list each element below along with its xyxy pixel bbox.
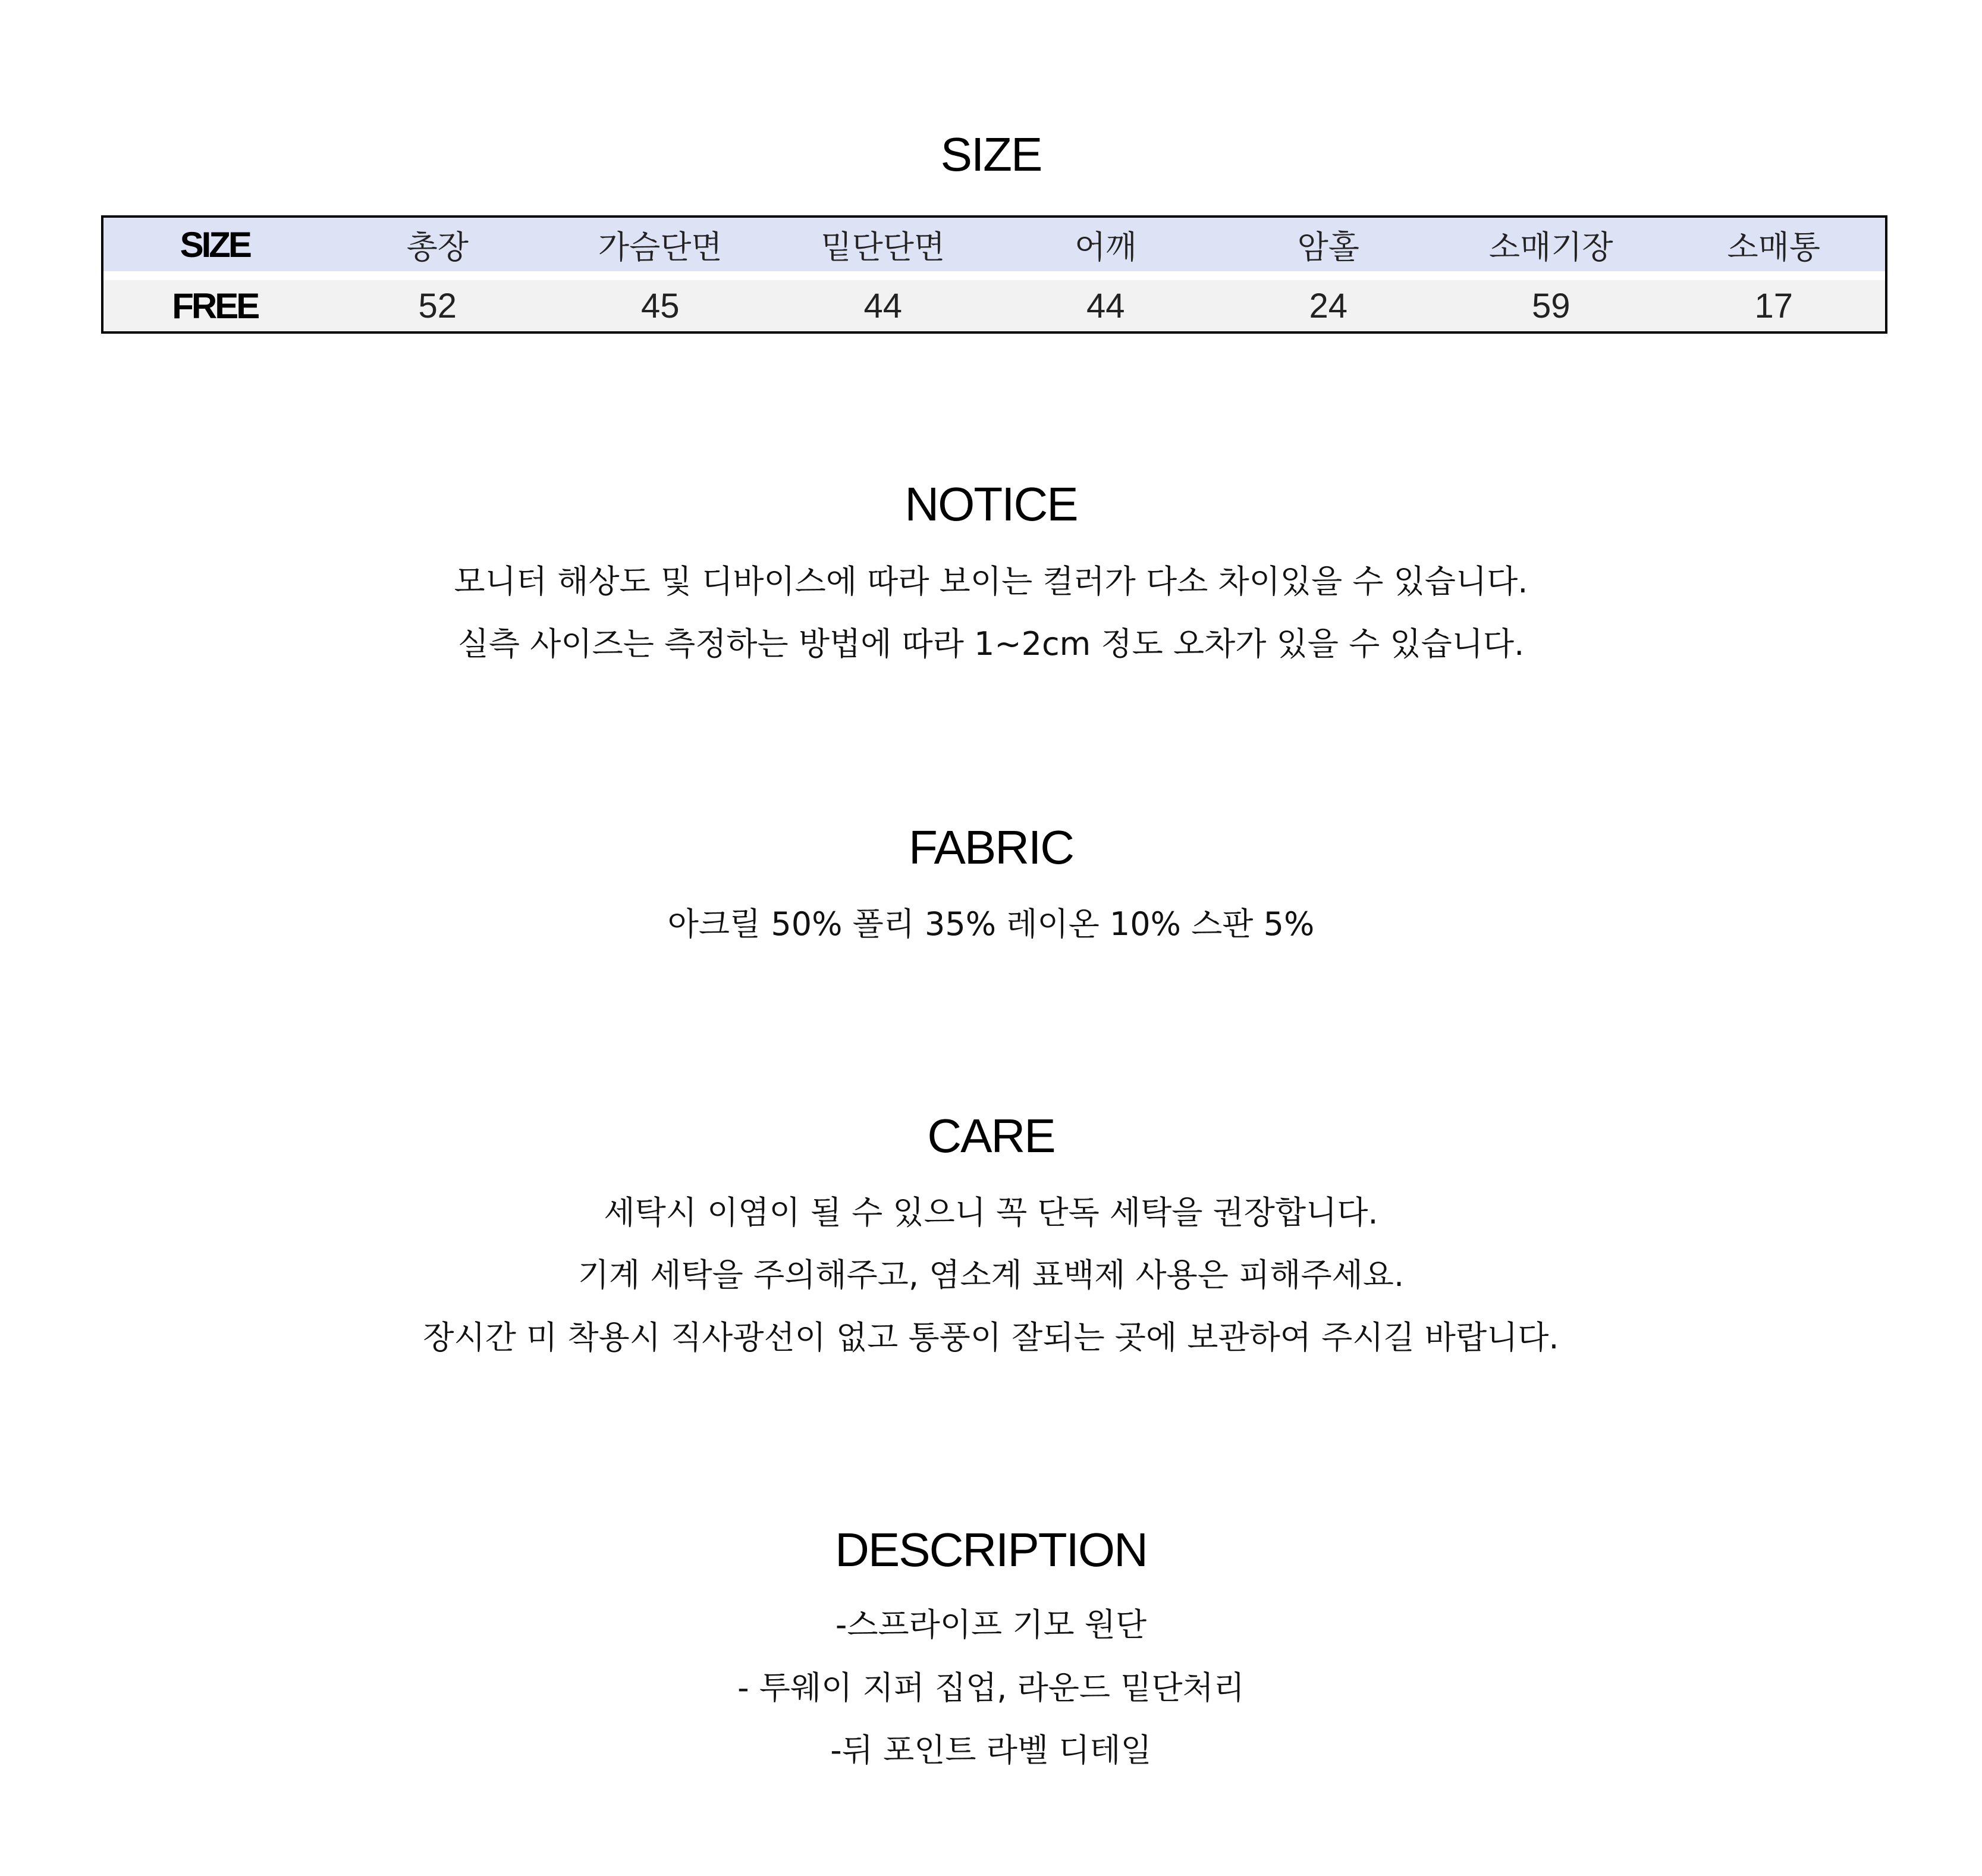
description-title: DESCRIPTION	[835, 1523, 1147, 1576]
size-header-cell: 어깨	[1075, 228, 1137, 266]
size-cell: 52	[418, 286, 457, 325]
description-line: -스프라이프 기모 원단	[835, 1606, 1147, 1643]
size-cell: 44	[1086, 286, 1125, 325]
size-table-header-row	[103, 218, 1885, 271]
size-cell: 24	[1309, 286, 1347, 325]
size-table	[101, 215, 1887, 334]
care-title: CARE	[927, 1109, 1055, 1162]
size-title: SIZE	[940, 128, 1042, 181]
size-cell: 59	[1531, 286, 1570, 325]
fabric-line: 아크릴 50% 폴리 35% 레이온 10% 스판 5%	[667, 905, 1315, 943]
description-line: - 투웨이 지퍼 집업, 라운드 밑단처리	[737, 1669, 1245, 1706]
care-line: 장시간 미 착용시 직사광선이 없고 통풍이 잘되는 곳에 보관하여 주시길 바랍니다.	[423, 1319, 1559, 1356]
care-line: 세탁시 이염이 될 수 있으니 꼭 단독 세탁을 권장합니다.	[604, 1194, 1378, 1231]
size-header-cell: SIZE	[180, 224, 250, 265]
size-cell: FREE	[172, 286, 258, 326]
size-cell: 17	[1754, 286, 1793, 325]
description-line: -뒤 포인트 라벨 디테일	[830, 1731, 1152, 1769]
care-line: 기계 세탁을 주의해주고, 염소계 표백제 사용은 피해주세요.	[577, 1256, 1405, 1294]
size-header-cell: 소매통	[1727, 228, 1820, 266]
size-header-cell: 암홀	[1297, 228, 1359, 266]
size-cell: 45	[640, 286, 680, 325]
size-header-cell: 총장	[406, 228, 469, 266]
size-header-cell: 소매기장	[1488, 228, 1613, 266]
size-header-cell: 밑단단면	[821, 228, 946, 266]
size-table-row	[103, 280, 1885, 331]
notice-line: 실측 사이즈는 측정하는 방법에 따라 1~2cm 정도 오차가 있을 수 있습니다.	[457, 625, 1525, 663]
size-header-cell: 가슴단면	[598, 228, 723, 266]
size-cell: 44	[863, 286, 902, 325]
fabric-title: FABRIC	[909, 821, 1073, 874]
notice-title: NOTICE	[904, 478, 1078, 531]
notice-line: 모니터 해상도 및 디바이스에 따라 보이는 컬러가 다소 차이있을 수 있습니다.	[454, 563, 1528, 600]
